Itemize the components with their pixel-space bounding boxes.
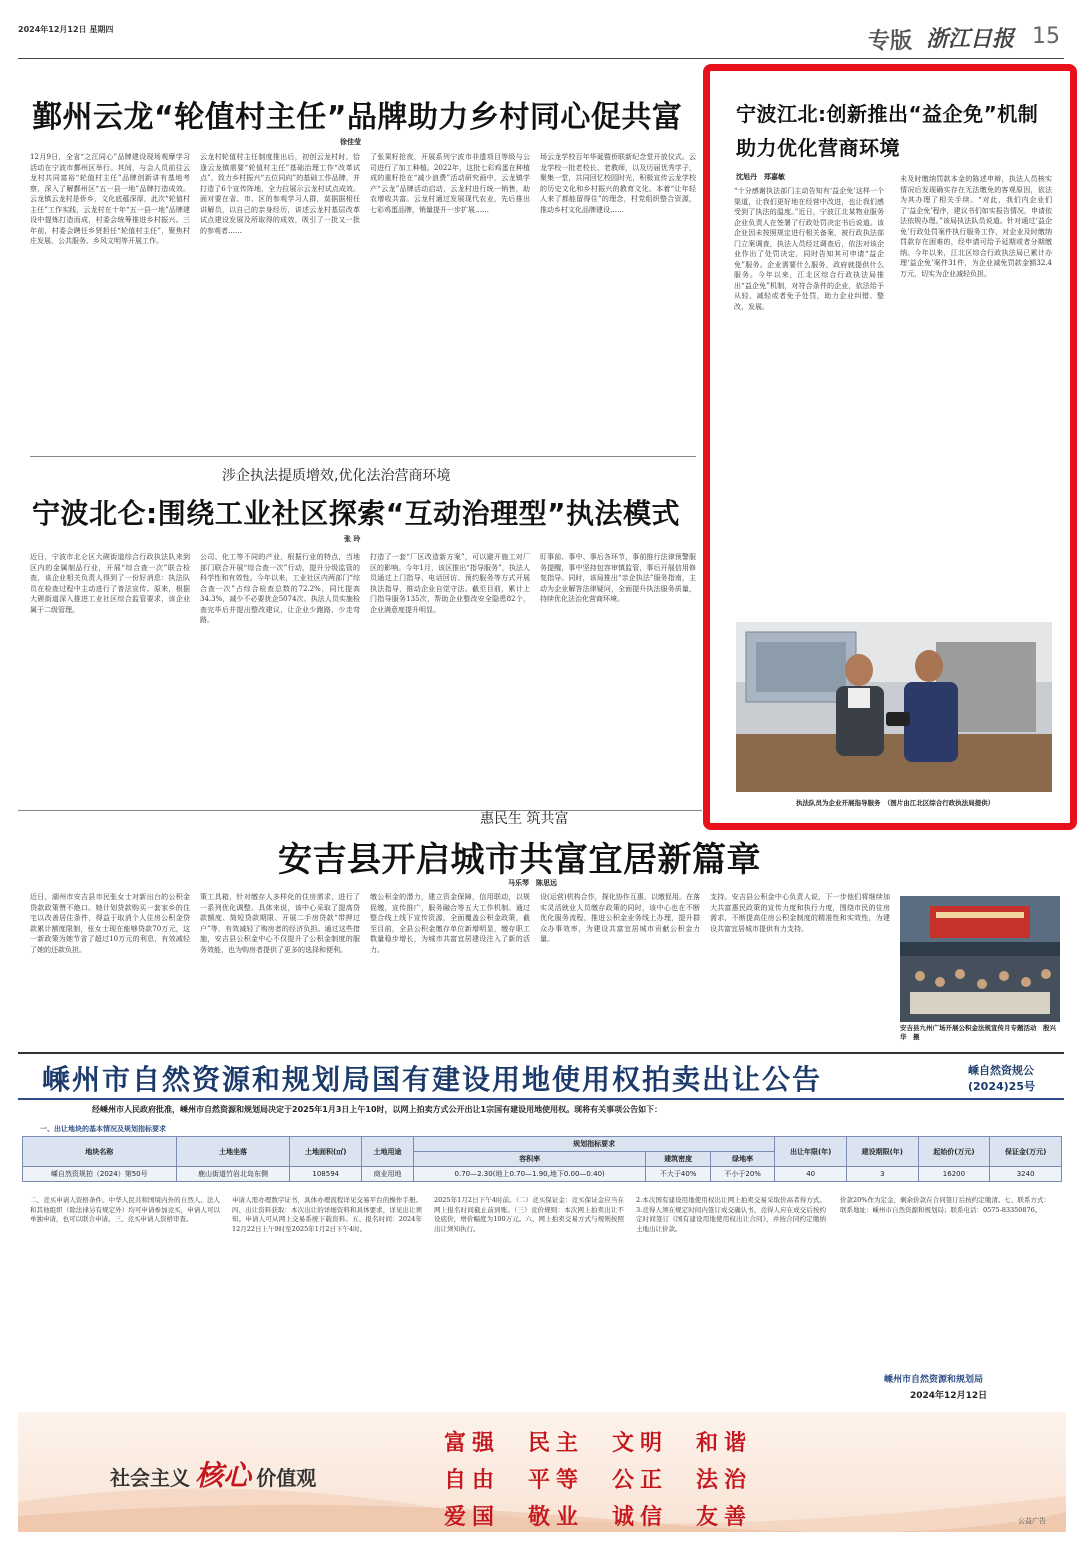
article1-byline: 徐佳莹	[340, 138, 361, 146]
value-justice: 公正	[612, 1467, 669, 1493]
cell-green-rate: 不小于20%	[710, 1167, 774, 1182]
sidebar-photo	[736, 622, 1052, 792]
notice-sign-date: 2024年12月12日	[910, 1391, 988, 1401]
th-planning-group: 规划指标要求	[413, 1137, 775, 1152]
value-prosperity: 富强	[444, 1430, 501, 1456]
cell-deposit: 3240	[990, 1167, 1062, 1182]
sidebar-title-line2: 助力优化营商环境	[736, 136, 900, 160]
cell-plot-ratio: 0.70—2.30(地上0.70—1.90,地下0.00—0.40)	[413, 1167, 646, 1182]
th-area: 土地面积(㎡)	[290, 1137, 362, 1167]
value-rule-of-law: 法治	[696, 1467, 753, 1493]
cell-build-period: 3	[847, 1167, 919, 1182]
notice-signature: 嵊州市自然资源和规划局	[884, 1375, 984, 1385]
article3-col4: 设(运营)机构合作，探化协作互惠，以缴促用。在落实灵活就业人员缴存政策的同时，该中心也在不断优化服务流程，推进公积金业务线上办理，提升群众办事效率，为建设共富宜居城市贡献公积金力量。	[540, 893, 700, 943]
th-build-period: 建设期限(年)	[847, 1137, 919, 1167]
cell-start-price: 16200	[918, 1167, 990, 1182]
slogan-core: 核心	[195, 1459, 252, 1492]
sidebar-col2: 未及时缴纳罚款本金的陈述申辩，执法人员核实情况后发现确实存在无法缴免的客观原因，依法为其办理了相关手续。“对此，我们内企业们了‘益企免’程序，建议书们如实报告情况，申请依法依规办理。”该局执法队员说道。针对通过‘益企免’行政处罚案件执行服务工作，对企业及时缴纳罚款存在困难的，经申请可给予延期或者分期缴纳。今年以来，江北区综合行政执法局已累计办理‘益企免’案件31件，为企业减免罚款金额32.4万元，切实为企业减轻负担。	[900, 175, 1052, 278]
th-start-price: 起始价(万元)	[918, 1137, 990, 1167]
article1-title: 鄞州云龙“轮值村主任”品牌助力乡村同心促共富	[32, 100, 683, 135]
th-plot-name: 地块名称	[23, 1137, 177, 1167]
th-green-rate: 绿地率	[710, 1152, 774, 1167]
sidebar-col1: “十分感谢执法部门主动告知有‘益企免’这样一个渠道，让我们更好地在经营中改进，也让我们感受到了执法的温度。”近日，宁波江北某物业服务企业负责人在签署了行政处罚决定书后说道。该企业因未按照规定进行相关备案，被行政执法部门立案调查，执法人员经过调查后，依法对该企业作出了处罚决定，同时告知其可申请“益企免”服务。企业需要什么服务，政府就提供什么服务。今年以来，江北区综合行政执法局推出“益企免”机制，对符合条件的企业，依法给予从轻、减轻或者免予处罚，助力企业纠错、整改、发展。	[734, 187, 884, 311]
value-democracy: 民主	[528, 1430, 585, 1456]
th-term: 出让年限(年)	[775, 1137, 847, 1167]
value-patriotism: 爱国	[444, 1504, 501, 1530]
article3-photo-caption: 安吉县九州广场开展公积金法规宣传月专题活动 殷兴华 摄	[900, 1024, 1056, 1041]
article1-divider	[30, 456, 696, 457]
sidebar-title-line1: 宁波江北:创新推出“益企免”机制	[736, 102, 1039, 126]
article3-col5: 支持。安吉县公积金中心负责人说，下一步他们将继续加大共富惠民政策的宣传力度和执行力度，围绕市民的住房需求，不断提高住房公积金制度的精准性和实效性，为建设共富宜居城市提供有力支持。	[710, 893, 890, 933]
th-plot-ratio: 容积率	[413, 1152, 646, 1167]
value-friendship: 友善	[696, 1504, 753, 1530]
th-density: 建筑密度	[646, 1152, 710, 1167]
article2-col1: 近日，宁波市北仑区大碶街道综合行政执法队来到区内的金属制品行业，开展“综合查一次”联合检查，该企业相关负责人得到了一份好消息：执法队员在检查过程中主动进行了普法宣传。原来，根据大碶街道深入推进工业社区综合监管要求，该企业属于二级管理。	[30, 553, 190, 614]
article3-col1: 近日，湖州市安吉县市民张女士对新出台的公积金贷款政策赞不绝口。她计划贷款购买一套家乡的住宅以改善居住条件，得益于取消个人住房公积金贷款累计额度限制，张女士现在能够贷款70万元，这一新政策为她节省了超过10万元的利息，有效减轻了她的还款负担。	[30, 893, 190, 954]
sidebar-byline: 沈旭丹 郑嘉敏	[736, 173, 785, 181]
article1-col1: 12月9日，全省“之江同心”品牌建设现场观摩学习活动在宁波市鄞州区举行。其间，与会人员前往云龙村共同富裕“轮值村主任”品牌创新讲有基地考察，深入了解鄞州区“五一县一地”品牌打造成效。云龙镇云龙村是侨乡，文化底蕴深厚，此次“轮值村主任”工作实践，云龙村在十年“五一县一地”品牌建设中提炼打造而成，村委会统筹推进乡村振兴。三年前，村委会聘任乡贤担任“轮值村主任”，聚焦村庄发展、公共服务、乡风文明等开展工作。	[30, 153, 190, 245]
notice-text-col3: 2025年1月2日下午4时前。（二）竞买保证金：竞买保证金应当在网上报名时间截止前到账。（三）竞价规则：本次网上拍卖出让不设底价，增价幅度为100万元。六、网上拍卖交易方式与规则按照出让须知执行。	[434, 1196, 624, 1233]
slogan-suffix: 价值观	[256, 1466, 317, 1490]
th-use: 土地用途	[362, 1137, 414, 1167]
cell-term: 40	[775, 1167, 847, 1182]
article2-byline: 张 玲	[344, 535, 361, 543]
article1-col4: 场云龙学校百年华诞暨侨联新纪念堂开放仪式。云龙学校一批老校长、老教师，以及历届优秀学子，聚集一堂，共同回忆校园时光，积极宣传云龙学校的历史文化和乡村振兴的教育文化。本着“让年轻人来了都能留得住”的理念，村党组织整合资源，推动乡村文化品牌建设……	[540, 153, 696, 214]
issue-date: 2024年12月12日 星期四	[18, 25, 114, 34]
notice-text-col4: 2.本次国有建设用地使用权出让网上拍卖交易采取价高者得方式。3.竞得人须在规定时间内签订成交确认书，竞得人应在成交后按约定时间签订《国有建设用地使用权出让合同》，并按合同约定缴纳土地出让价款。	[636, 1196, 826, 1233]
cell-location: 鹿山街道竹岩北岛东侧	[176, 1167, 290, 1182]
cell-use: 商业用地	[362, 1167, 414, 1182]
article2-col4: 盯事前、事中、事后各环节，事前推行法律预警服务提醒，事中坚持包容审慎监管，事后开展信用修复指导。同时，该局推出“亲企执法”服务指南，主动为企业解答法律疑问，全面提升执法服务质量，持续优化法治化营商环境。	[540, 553, 696, 603]
value-freedom: 自由	[444, 1467, 501, 1493]
ad-label: 公益广告	[1018, 1517, 1046, 1525]
notice-top-rule	[18, 1052, 1064, 1054]
article3-photo	[900, 896, 1060, 1022]
slogan-block	[110, 1454, 316, 1494]
notice-title: 嵊州市自然资源和规划局国有建设用地使用权拍卖出让公告	[42, 1063, 823, 1096]
article1-col3: 了张果籽抢夜，开展系列宁波市非遗项目等级与公司进行了加工种植。2022年，这批七彩鸡蛋在种植成的重籽抢在“减少浪费”活动研究画中，云龙镇学产“云龙”品牌活动启动，云龙村进行统一销售，助农增收共富。云龙村通过发展现代农业，先后推出七彩鸡蛋品牌，销量提升一步扩展……	[370, 153, 530, 214]
notice-title-rule	[18, 1098, 1064, 1100]
article3-kicker: 惠民生 筑共富	[480, 811, 569, 827]
notice-section-title: 一、出让地块的基本情况及规划指标要求	[40, 1125, 166, 1133]
header-rule	[18, 58, 1064, 59]
article2-kicker: 涉企执法提质增效,优化法治营商环境	[222, 468, 451, 484]
article1-col2: 云龙村轮值村主任制度推出后，初创云龙村时，恰逢云龙镇需要“轮值村主任”基础治理工作“改革试点”，致力乡村振兴“五位同向”的基础工作品牌，并打造了6个宣传阵地，全力拉展示云龙村试点成效。面对要在省、市、区的参观学习人群，莫据据相任讲解员，以自己的亲身经历，讲述云龙村基层改革试点建设发展及所取得的成效，吸引了一批又一批的参观者……	[200, 153, 360, 235]
sidebar-photo-caption: 执法队员为企业开展指导服务 （图片由江北区综合行政执法局提供）	[796, 799, 995, 807]
cell-plot-name: 嵊自然资规拍（2024）第50号	[23, 1167, 177, 1182]
article2-col3: 打造了一套“厂区改造新方案”，可以避开施工对厂区的影响。今年1月，该区推出“指导服务”，执法人员通过上门指导、电话回访、预约服务等方式开展执法指导，推动企业自觉守法。截至目前，累计上门指导服务135次，帮助企业整改安全隐患82个，企业满意度提升明显。	[370, 553, 530, 614]
section-label: 专版	[868, 29, 913, 54]
article3-byline: 马乐琴 陈思远	[508, 879, 557, 887]
paper-masthead: 浙江日报	[926, 26, 1015, 52]
th-location: 土地坐落	[176, 1137, 290, 1167]
notice-ref-line1: 嵊自然资规公	[968, 1064, 1034, 1077]
notice-text-col2: 申请人需办理数字证书，具体办理流程详见交易平台的操作手册。四、出让资料获取：本次出让的详细资料和具体要求，详见出让须知。申请人可从网上交易系统下载资料。五、报名时间：2024年12月22日上午9时至2025年1月2日下午4时。	[232, 1196, 422, 1233]
notice-intro: 经嵊州市人民政府批准，嵊州市自然资源和规划局决定于2025年1月3日上午10时，以网上拍卖方式公开出让1宗国有建设用地使用权。现将有关事项公告如下：	[92, 1105, 663, 1114]
value-civility: 文明	[612, 1430, 669, 1456]
article3-col3: 缴公积金的潜力，建立资金保障，信用联动，以规促缴，宣传推广，服务融合等五大工作机制。通过整合线上线下宣传资源，全面覆盖公积金政策，截至目前，全县公积金缴存单位新增明显，缴存职工数量稳步增长，为城市共富宜居建设注入了新的活力。	[370, 893, 530, 954]
page-number: 15	[1032, 24, 1060, 49]
cell-area: 108594	[290, 1167, 362, 1182]
article2-col2: 公司、化工等不同的产业，根据行业的特点，当地部门联合开展“综合查一次”行动，提升分级监管的科学性和有效性。今年以来，工业社区内两部门“综合查一次”占综合检查总数的72.2%，同比提高34.3%，减少不必要扰企5074次。执法人员实施检查完毕后并提出整改建议，让企业少跑路、少走弯路。	[200, 553, 360, 624]
article2-title: 宁波北仑:围绕工业社区探索“互动治理型”执法模式	[32, 497, 681, 530]
value-dedication: 敬业	[528, 1504, 585, 1530]
values-grid	[444, 1426, 804, 1531]
slogan-prefix: 社会主义	[110, 1466, 190, 1490]
value-harmony: 和谐	[696, 1430, 753, 1456]
article3-top-rule	[18, 810, 702, 811]
land-table	[22, 1136, 1062, 1182]
value-equality: 平等	[528, 1467, 585, 1493]
article3-title: 安吉县开启城市共富宜居新篇章	[278, 840, 761, 880]
core-values-banner	[18, 1412, 1066, 1532]
notice-text-col1: 二、竞买申请人资格条件。中华人民共和国境内外的自然人、法人和其他组织（除法律另有规定外）均可申请参加竞买，申请人可以单独申请，也可以联合申请。三、竞买申请人资格审查。	[30, 1196, 220, 1223]
cell-density: 不大于40%	[646, 1167, 710, 1182]
article3-col2: 策工具箱，针对缴存人多样化的住房需求，进行了一系列优化调整。具体来说，该中心采取了提高贷款额度、简短贷款期限、开展二手房贷款“带押过户”等，有效减轻了购房者的经济负担。通过这些措施，安吉县公积金中心不仅提升了公积金制度的服务效能，也为购房者提供了更多的选择和便利。	[200, 893, 360, 954]
th-deposit: 保证金(万元)	[990, 1137, 1062, 1167]
notice-text-col5: 价款20%作为定金，剩余价款在合同签订后按约定缴清。七、联系方式：联系地址：嵊州市自然资源和规划局；联系电话：0575-83350876。	[840, 1196, 1050, 1214]
table-row	[23, 1167, 1062, 1182]
value-integrity: 诚信	[612, 1504, 669, 1530]
notice-ref-line2: (2024)25号	[968, 1080, 1035, 1093]
